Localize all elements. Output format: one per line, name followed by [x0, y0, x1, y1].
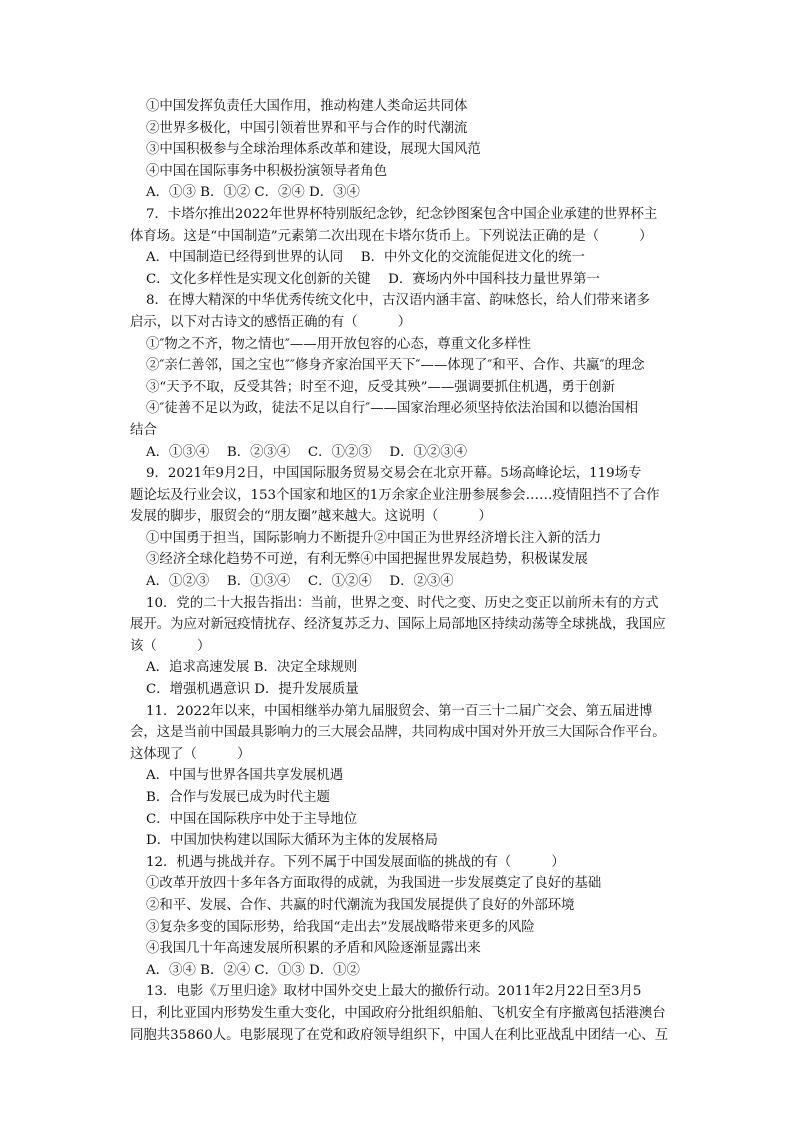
q10-choice-line-1: A．追求高速发展 B．决定全球规则 — [146, 660, 358, 676]
q12-choices: A．③④ B．②④ C．①③ D．①② — [146, 962, 360, 978]
question-12 — [146, 852, 694, 982]
q12-option-4: ④我国几十年高速发展所积累的矛盾和风险逐渐显露出来 — [146, 941, 481, 957]
q6-option-2: ②世界多极化，中国引领着世界和平与合作的时代潮流 — [146, 120, 468, 136]
q11-stem-line-2: 会，这是当前中国最具影响力的三大展会品牌，共同构成中国对外开放三大国际合作平台。 — [130, 725, 666, 741]
q8-option-2: ②″亲仁善邻，国之宝也″″修身齐家治国平天下″——体现了″和平、合作、共赢″的理念 — [146, 358, 645, 374]
q11-choice-d: D．中国加快构建以国际大循环为主体的发展格局 — [146, 833, 438, 849]
q12-option-3: ③复杂多变的国际形势，给我国“走出去”发展战略带来更多的风险 — [146, 919, 535, 935]
q13-stem-line-3: 同胞共35860人。电影展现了在党和政府领导组织下，中国人在利比亚战乱中团结一心、互 — [130, 1027, 669, 1043]
q9-stem-line-1: 9．2021年9月2日，中国国际服务贸易交易会在北京开幕。5场高峰论坛，119场专 — [146, 466, 642, 482]
q11-stem-line-3: 这体现了（ ） — [130, 746, 251, 762]
q7-stem-line-1: 7．卡塔尔推出2022年世界杯特别版纪念钞，纪念钞图案包含中国企业承建的世界杯主 — [146, 206, 658, 222]
q8-option-1: ①″物之不齐，物之情也″——用开放包容的心态，尊重文化多样性 — [146, 336, 531, 352]
q6-choices: A．①③ B．①② C．②④ D．③④ — [146, 185, 360, 201]
q8-option-4-line-1: ④″徒善不足以为政，徒法不足以自行″——国家治理必须坚持依法治国和以德治国相 — [146, 401, 639, 417]
q13-stem-line-2: 日，利比亚国内形势发生重大变化，中国政府分批组织船舶、飞机安全有序撤离包括港澳台 — [130, 1005, 666, 1021]
q9-choices: A．①②③ B．①③④ C．①②④ D．②③④ — [146, 574, 454, 590]
q11-choice-c: C．中国在国际秩序中处于主导地位 — [146, 811, 358, 827]
q12-option-2: ②和平、发展、合作、共赢的时代潮流为我国发展提供了良好的外部环境 — [146, 897, 575, 913]
q9-stem-line-3: 发展的脚步，服贸会的“朋友圈”越来越大。这说明（ ） — [130, 509, 492, 525]
q10-stem-line-1: 10．党的二十大报告指出：当前，世界之变、时代之变、历史之变正以前所未有的方式 — [146, 595, 659, 611]
question-10 — [130, 593, 694, 701]
q11-stem-line-1: 11．2022年以来，中国相继举办第九届服贸会、第一百三十二届广交会、第五届进博 — [146, 703, 653, 719]
q11-choice-a: A．中国与世界各国共享发展机遇 — [146, 768, 344, 784]
q7-choice-line-2: C．文化多样性是实现文化创新的关键 D．赛场内外中国科技力量世界第一 — [146, 271, 600, 287]
q6-option-3: ③中国积极参与全球治理体系改革和建设，展现大国风范 — [146, 142, 481, 158]
question-6-options — [146, 96, 694, 204]
q8-stem-line-1: 8．在博大精深的中华优秀传统文化中，古汉语内涵丰富、韵味悠长，给人们带来诸多 — [146, 293, 650, 309]
question-7 — [130, 204, 694, 290]
q7-choice-line-1: A．中国制造已经得到世界的认同 B．中外文化的交流能促进文化的统一 — [146, 250, 585, 266]
q11-choice-b: B．合作与发展已成为时代主题 — [146, 790, 330, 805]
q9-option-line-1: ①中国勇于担当，国际影响力不断提升②中国正为世界经济增长注入新的活力 — [146, 530, 602, 546]
q13-stem-line-1: 13．电影《万里归途》取材中国外交史上最大的撤侨行动。2011年2月22日至3月5 — [146, 984, 642, 1000]
q7-stem-line-2: 体育场。这是“中国制造”元素第二次出现在卡塔尔货币上。下列说法正确的是（ ） — [130, 228, 653, 244]
q6-option-1: ①中国发挥负责任大国作用，推动构建人类命运共同体 — [146, 99, 468, 114]
q9-stem-line-2: 题论坛及行业会议，153个国家和地区的1万余家企业注册参展参会……疫情阻挡不了合作 — [130, 487, 660, 503]
q10-stem-line-2: 展开。为应对新冠疫情扰存、经济复苏乏力、国际上局部地区持续动荡等全球挑战，我国应 — [130, 617, 666, 633]
q8-option-4-line-2: 结合 — [130, 422, 157, 438]
document-page — [130, 96, 694, 1046]
question-8 — [130, 290, 694, 463]
q9-option-line-2: ③经济全球化趋势不可逆，有利无弊④中国把握世界发展趋势，积极谋发展 — [146, 552, 588, 568]
question-11 — [130, 701, 694, 852]
q8-choices: A．①③④ B．②③④ C．①②③ D．①②③④ — [146, 444, 468, 460]
question-9 — [130, 463, 694, 593]
q10-choice-line-2: C．增强机遇意识 D．提升发展质量 — [146, 682, 359, 698]
q8-option-3: ③“天予不取，反受其咎；时至不迎，反受其殃”——强调要抓住机遇，勇于创新 — [146, 379, 615, 395]
q12-stem: 12．机遇与挑战并存。下列不属于中国发展面临的挑战的有（ ） — [146, 854, 565, 870]
question-13 — [130, 981, 694, 1046]
q12-option-1: ①改革开放四十多年各方面取得的成就，为我国进一步发展奠定了良好的基础 — [146, 876, 602, 892]
q6-option-4: ④中国在国际事务中积极扮演领导者角色 — [146, 163, 388, 179]
q8-stem-line-2: 启示，以下对古诗文的感悟正确的有（ ） — [130, 314, 412, 330]
q10-stem-line-3: 该（ ） — [130, 638, 211, 654]
